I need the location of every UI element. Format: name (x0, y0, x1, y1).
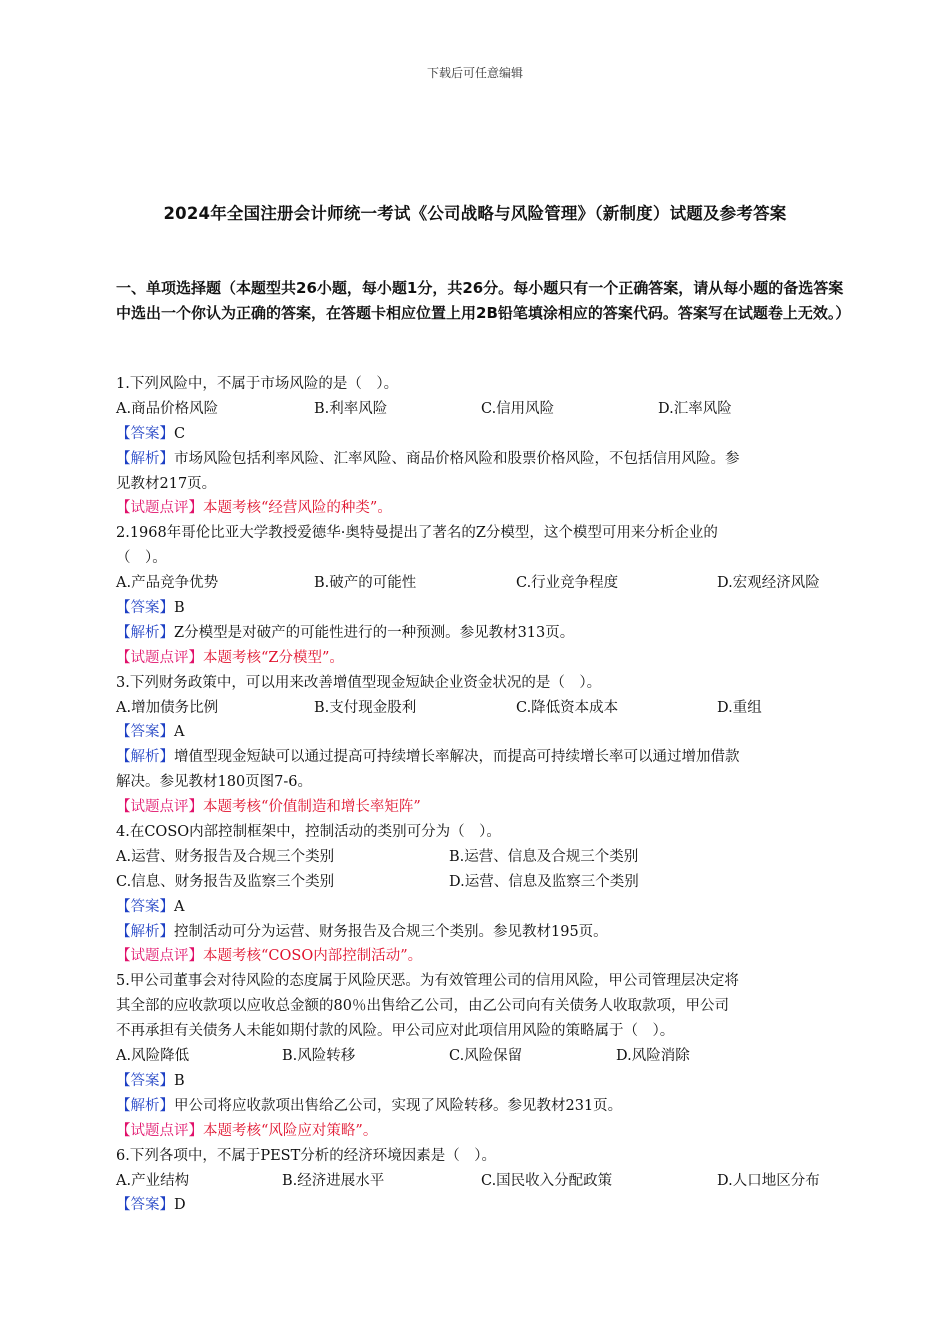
analysis-text: 增值型现金短缺可以通过提高可持续增长率解决，而提高可持续增长率可以通过增加借款 (174, 749, 740, 766)
option-a: A.增加债务比例 (116, 699, 219, 716)
analysis-line: 解决。参见教材180页图7-6。 (116, 774, 313, 791)
question-stem: 1.下列风险中，不属于市场风险的是（ ）。 (116, 376, 399, 392)
analysis-line (116, 621, 846, 646)
analysis-label: 【解析】 (116, 1097, 174, 1114)
question-2 (116, 521, 846, 670)
review-line (116, 646, 846, 671)
review-text: 本题考核“经营风险的种类”。 (203, 500, 392, 517)
option-d: D.风险消除 (616, 1048, 690, 1065)
review-label: 【试题点评】 (116, 799, 203, 816)
header-note: 下载后可任意编辑 (426, 66, 523, 80)
section-intro: 一、单项选择题（本题型共26小题，每小题1分，共26分。每小题只有一个正确答案，请从每小题的备选答案中选出一个你认为正确的答案，在答题卡相应位置上用2B铅笔填涂相应的答案代码。答案写在试题卷上无效。） (116, 279, 851, 322)
answer-line (116, 895, 846, 920)
answer-value: A (174, 898, 185, 915)
option-row (116, 870, 846, 895)
question-6 (116, 1144, 846, 1219)
question-stem: 3.下列财务政策中，可以用来改善增值型现金短缺企业资金状况的是（ ）。 (116, 674, 602, 691)
option-c: C.风险保留 (449, 1048, 523, 1065)
option-b: B.经济进展水平 (282, 1172, 385, 1189)
analysis-line: 见教材217页。 (116, 475, 217, 492)
analysis-text: 甲公司将应收款项出售给乙公司，实现了风险转移。参见教材231页。 (174, 1097, 623, 1114)
review-label: 【试题点评】 (116, 500, 203, 517)
review-text: 本题考核“风险应对策略”。 (203, 1122, 378, 1139)
answer-label: 【答案】 (116, 600, 174, 617)
review-label: 【试题点评】 (116, 649, 203, 666)
option-c: C.国民收入分配政策 (481, 1172, 613, 1189)
option-a: A.运营、财务报告及合规三个类别 (116, 848, 335, 865)
option-d: D.运营、信息及监察三个类别 (449, 873, 639, 890)
option-a: A.风险降低 (116, 1048, 190, 1065)
analysis-label: 【解析】 (116, 749, 174, 766)
analysis-label: 【解析】 (116, 450, 174, 467)
answer-label: 【答案】 (116, 724, 174, 741)
question-1 (116, 372, 846, 521)
option-row (116, 397, 846, 422)
review-text: 本题考核“COSO内部控制活动”。 (203, 948, 423, 965)
review-line (116, 944, 846, 969)
answer-label: 【答案】 (116, 1197, 174, 1214)
answer-value: A (174, 724, 185, 741)
option-d: D.宏观经济风险 (717, 575, 820, 592)
analysis-text: 控制活动可分为运营、财务报告及合规三个类别。参见教材195页。 (174, 923, 608, 940)
answer-line (116, 720, 846, 745)
analysis-line (116, 447, 846, 472)
option-b: B.运营、信息及合规三个类别 (449, 848, 639, 865)
answer-label: 【答案】 (116, 1072, 174, 1089)
analysis-label: 【解析】 (116, 624, 174, 641)
analysis-label: 【解析】 (116, 923, 174, 940)
answer-line (116, 1193, 846, 1218)
option-d: D.重组 (717, 699, 762, 716)
option-b: B.破产的可能性 (314, 575, 417, 592)
analysis-line (116, 920, 846, 945)
analysis-text: 市场风险包括利率风险、汇率风险、商品价格风险和股票价格风险，不包括信用风险。参 (174, 450, 740, 467)
review-line (116, 496, 846, 521)
answer-label: 【答案】 (116, 898, 174, 915)
question-list (116, 372, 846, 1218)
answer-value: C (174, 425, 186, 442)
review-line (116, 795, 846, 820)
question-stem: 不再承担有关债务人未能如期付款的风险。甲公司应对此项信用风险的策略属于（ ）。 (116, 1023, 675, 1040)
option-d: D.人口地区分布 (717, 1172, 820, 1189)
option-row (116, 1044, 846, 1069)
review-line (116, 1119, 846, 1144)
answer-label: 【答案】 (116, 425, 174, 442)
analysis-text: Z分模型是对破产的可能性进行的一种预测。参见教材313页。 (174, 624, 575, 641)
review-text: 本题考核“价值制造和增长率矩阵” (203, 799, 421, 816)
question-stem: 6.下列各项中，不属于PEST分析的经济环境因素是（ ）。 (116, 1147, 497, 1164)
question-stem: 5.甲公司董事会对待风险的态度属于风险厌恶。为有效管理公司的信用风险，甲公司管理层决定将 (116, 973, 739, 990)
analysis-line (116, 745, 846, 770)
option-c: C.信息、财务报告及监察三个类别 (116, 873, 335, 890)
question-stem: 其全部的应收款项以应收总金额的80％出售给乙公司，由乙公司向有关债务人收取款项，甲公司 (116, 998, 729, 1015)
option-row (116, 571, 846, 596)
option-row (116, 1169, 846, 1194)
option-c: C.降低资本成本 (516, 699, 619, 716)
option-a: A.商品价格风险 (116, 400, 219, 417)
option-d: D.汇率风险 (658, 400, 732, 417)
question-5 (116, 969, 846, 1143)
page-title: 2024年全国注册会计师统一考试《公司战略与风险管理》（新制度）试题及参考答案 (163, 204, 787, 223)
answer-line (116, 596, 846, 621)
review-text: 本题考核“Z分模型”。 (203, 649, 344, 666)
option-c: C.行业竞争程度 (516, 575, 619, 592)
option-b: B.风险转移 (282, 1048, 356, 1065)
answer-value: B (174, 600, 185, 617)
option-row (116, 845, 846, 870)
review-label: 【试题点评】 (116, 948, 203, 965)
analysis-line (116, 1094, 846, 1119)
option-b: B.支付现金股利 (314, 699, 417, 716)
question-stem: 4.在COSO内部控制框架中，控制活动的类别可分为（ ）。 (116, 824, 501, 841)
option-c: C.信用风险 (481, 400, 555, 417)
option-b: B.利率风险 (314, 400, 388, 417)
option-row (116, 696, 846, 721)
question-stem: 2.1968年哥伦比亚大学教授爱德华·奥特曼提出了著名的Z分模型，这个模型可用来分析企业的 (116, 525, 718, 542)
question-4 (116, 820, 846, 969)
answer-line (116, 422, 846, 447)
option-a: A.产业结构 (116, 1172, 190, 1189)
question-stem: （ ）。 (116, 550, 167, 567)
answer-value: D (174, 1197, 186, 1214)
question-3 (116, 671, 846, 820)
answer-line (116, 1069, 846, 1094)
answer-value: B (174, 1072, 185, 1089)
option-a: A.产品竞争优势 (116, 575, 219, 592)
review-label: 【试题点评】 (116, 1122, 203, 1139)
